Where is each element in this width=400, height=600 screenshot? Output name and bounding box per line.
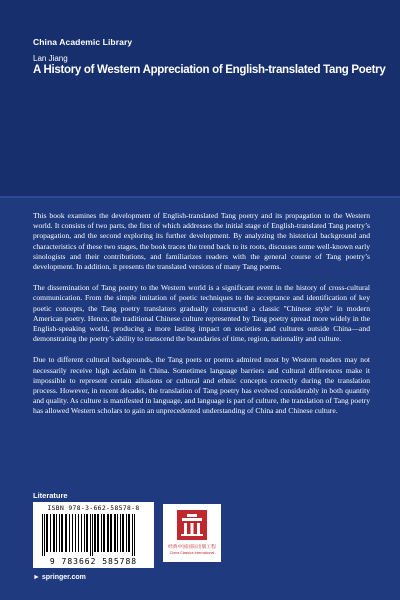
author-name: Lan Jiang xyxy=(33,54,68,63)
isbn-label: ISBN 978-3-662-58578-8 xyxy=(47,505,140,512)
blurb-paragraph: The dissemination of Tang poetry to the Western world is a significant event in the history of cross-cultural communication. From the simple imitation of poetic techniques to the acceptance and identification of key poetic concepts, the Tang poetry translators gradually constructed a classic "Chinese style" in modern American poetry. Hence, the traditional Chinese culture represented by Tang poetry spread more widely in the English-speaking world, producing a more lasting impact on societies and cultures outside China—and demonstrating the poetry’s ability to transcend the boundaries of time, region, nationality and culture. xyxy=(33,283,370,344)
publisher-logo xyxy=(163,504,221,562)
header-band xyxy=(0,0,400,196)
publisher-seal-icon xyxy=(177,510,207,540)
category-label: Literature xyxy=(33,491,68,500)
barcode-bars xyxy=(42,514,147,556)
book-title: A History of Western Appreciation of English-translated Tang Poetry xyxy=(33,64,386,76)
divider xyxy=(0,196,400,198)
publisher-website[interactable] xyxy=(33,574,86,581)
blurb-paragraph: Due to different cultural backgrounds, the Tang poets or poems admired most by Western readers may not necessarily receive high acclaim in China. Sometimes language barriers and cultural differences make it impossible to represent certain allusions or cultural and ethnic concepts correctly during the translation process. However, in recent decades, the translation of Tang poetry has evolved considerably in both quantity and quality. As culture is manifested in language, and language is part of culture, the translation of Tang poetry has allowed Western scholars to gain an unprecedented understanding of China and Chinese culture. xyxy=(33,355,370,416)
website-link[interactable]: springer.com xyxy=(41,574,86,581)
barcode xyxy=(33,502,154,568)
blurb xyxy=(33,211,370,428)
publisher-name-zh: 经典中国国际出版工程 xyxy=(168,545,216,550)
barcode-number: 9 783662 585788 xyxy=(49,557,138,566)
series-name: China Academic Library xyxy=(33,37,133,47)
arrow-icon: ► xyxy=(33,574,40,581)
publisher-name-en: China Classics International xyxy=(169,551,215,555)
blurb-paragraph: This book examines the development of English-translated Tang poetry and its propagation to the Western world. It consists of two parts, the first of which addresses the initial stage of English-translated Tang poetry’s propagation, and the second exploring its further development. By analyzing the historical background and characteristics of these two stages, the book traces the trend back to its roots, discusses some well-known early sinologists and their contributions, and familiarizes readers with the general course of Tang poetry’s development. In addition, it presents the translated versions of many Tang poems. xyxy=(33,211,370,272)
